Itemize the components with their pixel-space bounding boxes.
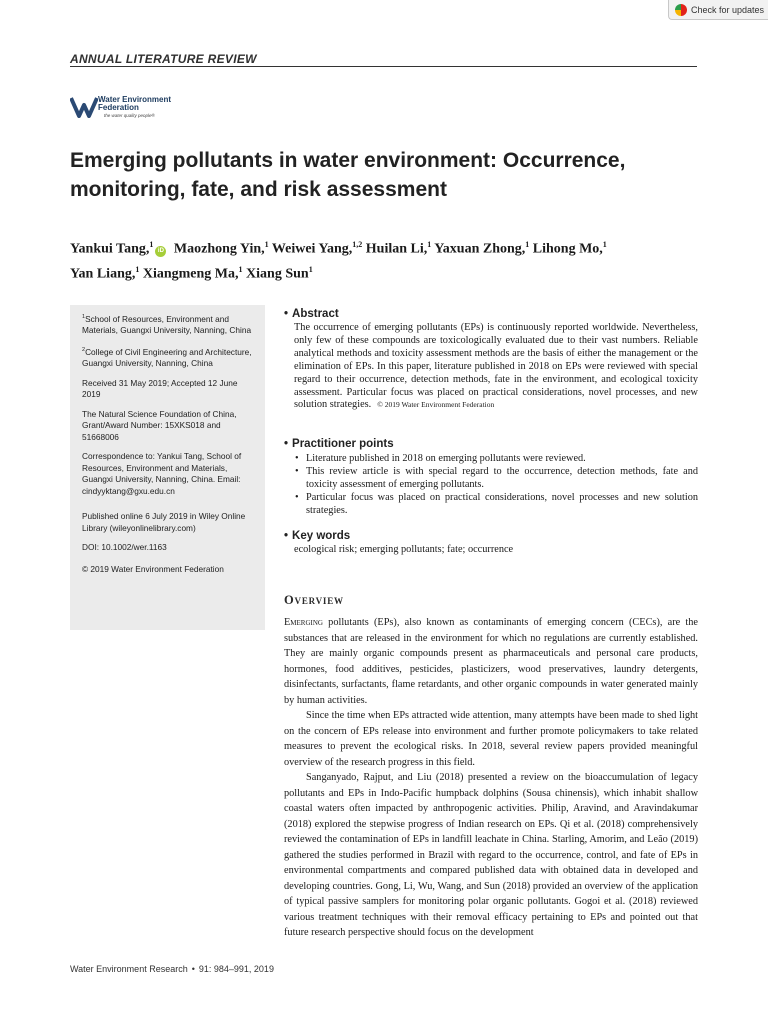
overview-heading: Overview	[284, 593, 344, 607]
abstract-text: The occurrence of emerging pollutants (EPs) is continuously reported worldwide. Nevertheless, only few of these compounds are toxicologically evaluated due to their vast numbers. Reliable analytical methods and toxicity assessment methods are the basis of either the management or the elimination of EPs. In this paper, literature published in 2018 on EPs were reviewed with special regard to their occurrence, detection methods, fate in the environment, and ecological toxicity assessment. Particular focus was placed on practical considerations, novel processes, and new solution strategies.	[294, 322, 698, 411]
author-name: Huilan Li,	[365, 241, 428, 257]
author-name: Lihong Mo,	[532, 241, 603, 257]
author-name: Yan Liang,	[70, 266, 136, 282]
article-title: Emerging pollutants in water environment: Occurrence, monitoring, fate, and risk assessment	[70, 149, 626, 201]
logo-tagline: the water quality people®	[104, 113, 155, 118]
author-affil-sup: 1	[238, 264, 243, 274]
funding-info: The Natural Science Foundation of China, Grant/Award Number: 15XKS018 and 51668006	[82, 408, 237, 442]
author-affil-sup: 1	[427, 240, 432, 249]
author-name: Yaxuan Zhong,	[434, 241, 526, 257]
overview-body	[284, 615, 698, 941]
author-name: Xiangmeng Ma,	[142, 266, 239, 282]
logo-line-2: Federation	[98, 103, 139, 112]
overview-paragraph-3: Sanganyado, Rajput, and Liu (2018) presented a review on the bioaccumulation of legacy pollutants and EPs in Indo-Pacific humpback dolphins (Sousa chinensis), which inhabit shallow coastal waters often impacted by anthropogenic activities. Philip, Aravind, and Aravindakumar (2018) explored the stepwise progress of Indian research on EPs. Qi et al. (2018) comprehensively reviewed the contamination of EPs in landfill leachate in China. Starling, Amorim, and Leão (2019) gathered the studies performed in Brazil with regard to the occurrence, control, and fate of EPs in environmental compartments and compared published data with obtained data in developed and developing countries. Gong, Li, Wu, Wang, and Sun (2018) provided an overview of the application of typical passive samplers for monitoring polar organic pollutants. Gogoi et al. (2018) reviewed various treatment techniques with their removal efficacy pertaining to EPs and pointed out that future research perspective should focus on the development	[284, 772, 698, 938]
list-item: • Literature published in 2018 on emerging pollutants were reviewed.	[294, 453, 698, 466]
journal-citation: 91: 984–991, 2019	[198, 964, 274, 974]
correspondence-info: Correspondence to: Yankui Tang, School of Resources, Environment and Materials, Guangxi University, Nanning, China. Email: cindyyktang@gxu.edu.cn	[82, 451, 242, 496]
practitioner-heading	[284, 437, 698, 451]
affiliation-sup: 2	[82, 346, 86, 353]
journal-name: Water Environment Research	[70, 964, 188, 974]
keywords-heading	[284, 529, 698, 543]
published-online-info: Published online 6 July 2019 in Wiley Online Library (wileyonlinelibrary.com)	[82, 511, 246, 533]
keywords-bullet: •	[284, 530, 289, 542]
author-affil-sup: 1	[525, 240, 530, 249]
keywords-list: ecological risk; emerging pollutants; fate; occurrence	[294, 544, 514, 555]
affiliation-text: College of Civil Engineering and Architecture, Guangxi University, Nanning, China	[82, 346, 252, 369]
author-name: Maozhong Yin,	[173, 241, 265, 257]
author-affil-sup: 1	[149, 240, 154, 249]
author-name: Yankui Tang,	[70, 241, 150, 257]
drop-lead-word: Emerging	[284, 617, 323, 628]
keywords-heading-text: Key words	[292, 530, 351, 542]
paragraph-text: pollutants (EPs), also known as contaminants of emerging concern (CECs), are the substances that are released in the environment for which no regulations are currently established. They are mainly organic compounds present as pharmaceuticals and personal care products, hormones, food additives, pesticides, plasticizers, wood preservatives, laundry detergents, disinfectants, surfactants, flame retardants, and other organic compounds in water generated mainly by human activities.	[284, 617, 698, 706]
sidebar-copyright: © 2019 Water Environment Federation	[82, 563, 224, 574]
author-affil-sup: 1	[264, 240, 269, 249]
logo-line-1: Water Environment	[98, 95, 172, 104]
list-item: • This review article is with special regard to the occurrence, detection methods, fate and toxicity assessment of emerging pollutants.	[294, 466, 698, 492]
article-info-sidebar	[70, 305, 265, 630]
author-affil-sup: 1,2	[352, 240, 363, 249]
received-accepted-dates: Received 31 May 2019; Accepted 12 June 2019	[82, 377, 238, 400]
overview-paragraph-1	[284, 615, 698, 708]
author-name: Xiang Sun	[246, 266, 309, 282]
affiliation-2	[82, 345, 253, 370]
crossmark-icon	[675, 4, 687, 16]
series-label: ANNUAL LITERATURE REVIEW	[70, 52, 697, 67]
abstract-heading	[284, 307, 698, 321]
affiliation-text: School of Resources, Environment and Materials, Guangxi University, Nanning, China	[82, 313, 252, 336]
wef-logo	[70, 94, 190, 122]
abstract-heading-text: Abstract	[292, 308, 339, 320]
author-name: Weiwei Yang,	[271, 241, 353, 257]
author-affil-sup: 1	[308, 264, 313, 274]
keywords-section	[284, 529, 698, 556]
author-affil-sup: 1	[135, 264, 140, 274]
practitioner-points-section	[284, 437, 698, 518]
wave-logo-icon	[70, 96, 98, 118]
abstract-copyright: © 2019 Water Environment Federation	[377, 400, 495, 410]
check-for-updates-button[interactable]	[668, 0, 768, 20]
orcid-icon[interactable]: iD	[155, 246, 166, 257]
page-footer	[70, 964, 274, 974]
practitioner-list	[294, 453, 698, 518]
affiliation-sup: 1	[82, 314, 86, 320]
overview-paragraph-2: Since the time when EPs attracted wide attention, many attempts have been made to shed light on the concern of EPs release into environment and further promote policymakers to take related measures to prevent the ecological risks. In 2018, several review papers provided meaningful overview of the research progress in this field.	[284, 710, 698, 768]
affiliation-1	[82, 312, 253, 337]
doi-link[interactable]: DOI: 10.1002/wer.1163	[82, 542, 167, 553]
author-affil-sup: 1	[602, 240, 607, 249]
check-for-updates-label: Check for updates	[691, 4, 765, 15]
abstract-section	[284, 307, 698, 412]
author-list	[70, 235, 690, 284]
practitioner-heading-text: Practitioner points	[292, 438, 394, 450]
practitioner-bullet: •	[284, 438, 289, 450]
list-item: • Particular focus was placed on practical considerations, novel processes and new solution strategies.	[294, 492, 698, 518]
footer-separator: •	[191, 964, 195, 974]
abstract-bullet: •	[284, 308, 289, 320]
abstract-body	[294, 322, 698, 412]
